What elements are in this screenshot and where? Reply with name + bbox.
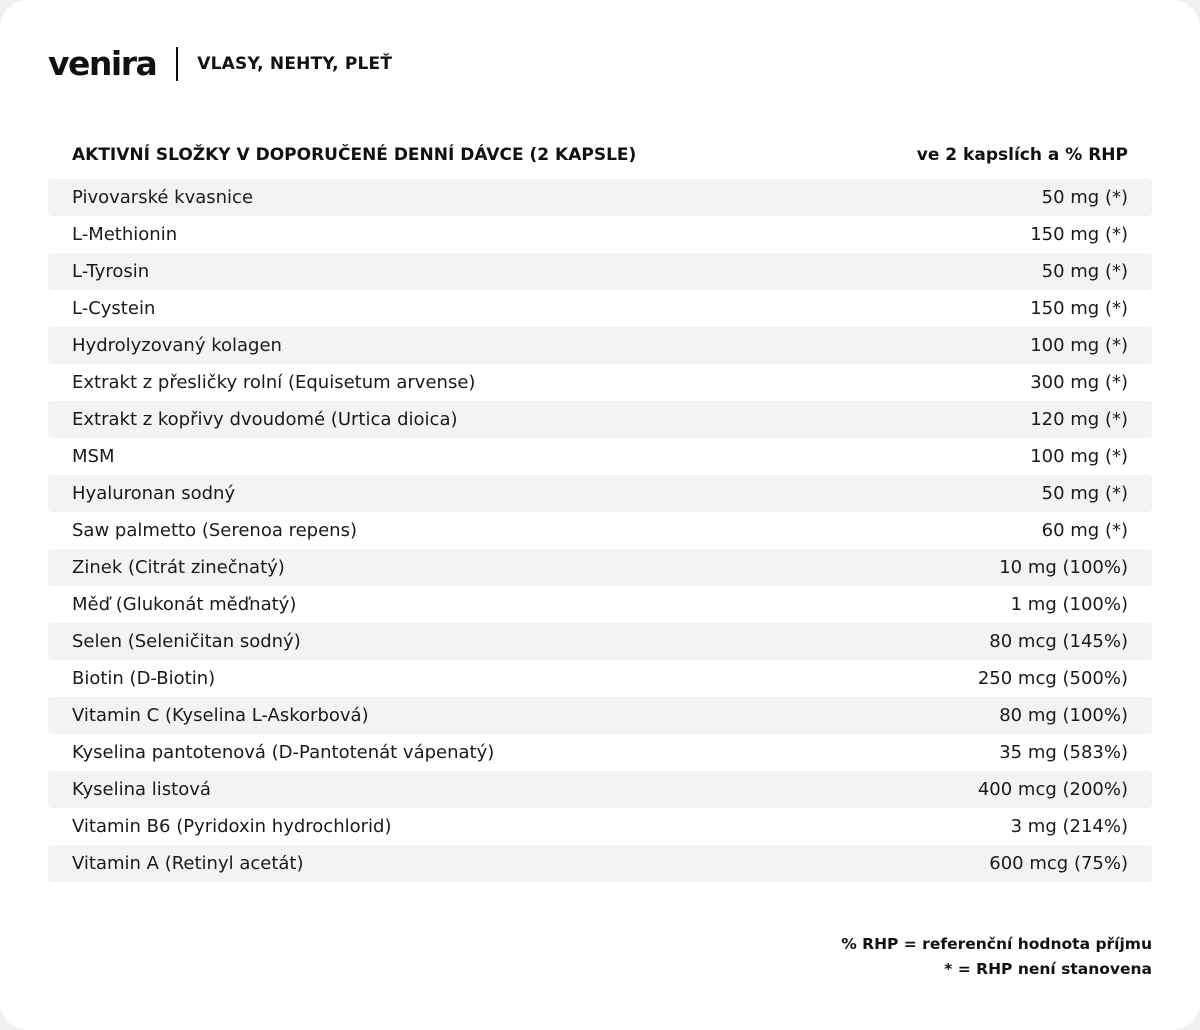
table-row [48, 290, 1152, 327]
table-row [48, 438, 1152, 475]
table-row [48, 475, 1152, 512]
footnote-rhp: % RHP = referenční hodnota příjmu [841, 935, 1152, 953]
ingredient-name: Zinek (Citrát zinečnatý) [72, 557, 285, 578]
table-row [48, 216, 1152, 253]
footnotes [841, 932, 1152, 982]
brand-logo: venira [48, 43, 157, 83]
ingredient-name: Selen (Seleničitan sodný) [72, 631, 301, 652]
ingredient-amount: 80 mcg (145%) [989, 631, 1128, 652]
table-row [48, 845, 1152, 882]
ingredient-name: L-Methionin [72, 224, 178, 245]
ingredient-name: Biotin (D-Biotin) [72, 668, 216, 689]
ingredient-amount: 300 mg (*) [1030, 372, 1128, 393]
table-row [48, 808, 1152, 845]
table-row [48, 327, 1152, 364]
ingredient-name: Kyselina listová [72, 779, 211, 800]
ingredient-name: Měď (Glukonát měďnatý) [72, 594, 297, 615]
table-row [48, 364, 1152, 401]
ingredient-name: Kyselina pantotenová (D-Pantotenát vápenatý) [72, 742, 495, 763]
table-row [48, 512, 1152, 549]
ingredient-amount: 1 mg (100%) [1010, 594, 1128, 615]
ingredient-amount: 100 mg (*) [1030, 446, 1128, 467]
ingredient-amount: 60 mg (*) [1041, 520, 1128, 541]
ingredient-amount: 150 mg (*) [1030, 298, 1128, 319]
ingredient-name: Hydrolyzovaný kolagen [72, 335, 282, 356]
header-divider [176, 47, 178, 81]
ingredient-name: Vitamin A (Retinyl acetát) [72, 853, 304, 874]
column-header-ingredient: AKTIVNÍ SLOŽKY V DOPORUČENÉ DENNÍ DÁVCE (2 KAPSLE) [72, 144, 637, 165]
ingredient-name: L-Cystein [72, 298, 156, 319]
ingredient-amount: 600 mcg (75%) [989, 853, 1128, 874]
ingredient-amount: 10 mg (100%) [999, 557, 1128, 578]
table-row [48, 549, 1152, 586]
ingredient-amount: 50 mg (*) [1041, 187, 1128, 208]
table-row [48, 771, 1152, 808]
ingredient-name: Pivovarské kvasnice [72, 187, 254, 208]
ingredient-name: Hyaluronan sodný [72, 483, 236, 504]
table-row [48, 697, 1152, 734]
ingredient-amount: 80 mg (100%) [999, 705, 1128, 726]
table-row [48, 401, 1152, 438]
ingredient-amount: 250 mcg (500%) [977, 668, 1128, 689]
ingredient-name: Vitamin C (Kyselina L-Askorbová) [72, 705, 369, 726]
product-category: VLASY, NEHTY, PLEŤ [197, 54, 393, 74]
ingredient-name: Vitamin B6 (Pyridoxin hydrochlorid) [72, 816, 392, 837]
table-row [48, 623, 1152, 660]
ingredient-amount: 3 mg (214%) [1010, 816, 1128, 837]
ingredient-amount: 150 mg (*) [1030, 224, 1128, 245]
ingredient-amount: 50 mg (*) [1041, 261, 1128, 282]
table-body [48, 179, 1152, 882]
ingredient-amount: 35 mg (583%) [999, 742, 1128, 763]
table-row [48, 586, 1152, 623]
ingredient-name: L-Tyrosin [72, 261, 150, 282]
ingredient-name: Extrakt z kopřivy dvoudomé (Urtica dioica) [72, 409, 458, 430]
header [48, 44, 392, 84]
footnote-asterisk: * = RHP není stanovena [944, 960, 1152, 978]
ingredient-amount: 120 mg (*) [1030, 409, 1128, 430]
column-header-amount: ve 2 kapslích a % RHP [916, 144, 1128, 165]
table-row [48, 253, 1152, 290]
ingredient-amount: 100 mg (*) [1030, 335, 1128, 356]
ingredient-amount: 400 mcg (200%) [977, 779, 1128, 800]
table-row [48, 734, 1152, 771]
ingredient-name: MSM [72, 446, 115, 467]
ingredient-name: Extrakt z přesličky rolní (Equisetum arvense) [72, 372, 476, 393]
table-header [48, 136, 1152, 173]
table-row [48, 179, 1152, 216]
ingredient-amount: 50 mg (*) [1041, 483, 1128, 504]
table-row [48, 660, 1152, 697]
ingredient-name: Saw palmetto (Serenoa repens) [72, 520, 357, 541]
ingredients-table [48, 136, 1152, 882]
